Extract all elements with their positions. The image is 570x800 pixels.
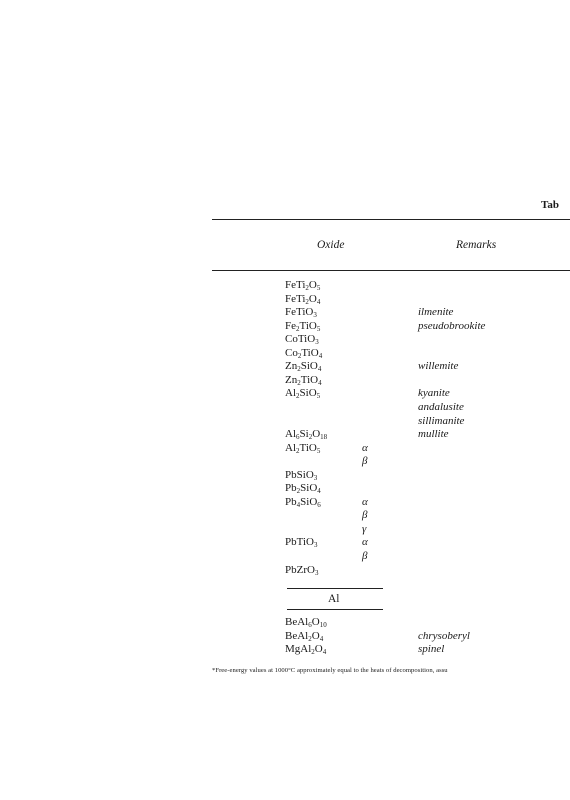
formula-element: Ti xyxy=(299,319,309,332)
oxide-formula xyxy=(285,293,320,305)
formula-element: Al xyxy=(285,387,296,400)
formula-element: Zr xyxy=(296,563,308,576)
formula-element: Be xyxy=(285,616,298,628)
remarks-column-header: Remarks xyxy=(456,239,497,251)
formula-subscript: 2 xyxy=(311,648,315,656)
formula-element: O xyxy=(305,468,314,481)
formula-element: Zn xyxy=(285,373,298,386)
oxide-formula xyxy=(285,469,317,481)
formula-element: Ti xyxy=(299,441,309,454)
formula-element: O xyxy=(307,333,316,346)
formula-element: O xyxy=(309,360,318,373)
mineral-remark: spinel xyxy=(418,643,445,655)
formula-subscript: 5 xyxy=(316,392,321,401)
table-header-rule xyxy=(212,270,570,271)
formula-element: Pb xyxy=(285,495,297,508)
oxide-formula xyxy=(285,320,320,332)
oxide-formula xyxy=(285,564,318,576)
formula-element: O xyxy=(308,441,317,454)
formula-element: Be xyxy=(285,629,298,642)
oxide-formula xyxy=(285,616,327,628)
formula-subscript: 5 xyxy=(316,324,321,333)
formula-subscript: 2 xyxy=(296,487,301,496)
formula-element: Si xyxy=(300,482,310,495)
formula-element: Pb xyxy=(285,563,297,576)
phase-label: β xyxy=(362,550,368,562)
formula-subscript: 3 xyxy=(315,338,319,347)
formula-element: O xyxy=(308,279,317,291)
formula-element: O xyxy=(305,306,314,319)
oxide-formula xyxy=(285,374,322,386)
phase-label: β xyxy=(362,509,368,522)
phase-label: β xyxy=(362,455,368,468)
formula-subscript: 2 xyxy=(297,365,301,374)
formula-element: O xyxy=(309,482,318,495)
al-section-bottom-rule xyxy=(287,609,383,610)
formula-element: Pb xyxy=(285,482,297,495)
formula-element: O xyxy=(308,319,317,332)
oxide-formula xyxy=(285,387,320,399)
formula-element: Si xyxy=(300,495,310,508)
phase-label: γ xyxy=(362,522,367,535)
formula-subscript: 6 xyxy=(296,433,300,442)
formula-element: Si xyxy=(296,468,306,481)
formula-element: Si xyxy=(299,428,309,441)
formula-element: O xyxy=(310,346,319,359)
formula-subscript: 6 xyxy=(308,621,312,629)
formula-subscript: 3 xyxy=(313,311,317,320)
formula-subscript: 3 xyxy=(313,473,318,482)
oxide-formula xyxy=(285,279,320,291)
formula-subscript: 5 xyxy=(316,446,321,455)
mineral-remark: andalusite xyxy=(418,400,464,413)
table-footnote: *Free-energy values at 1000°C approximately equal to the heats of decomposition, assu xyxy=(212,667,448,674)
formula-subscript: 4 xyxy=(296,500,301,509)
formula-element: Pb xyxy=(285,536,297,549)
oxide-formula xyxy=(285,496,321,508)
formula-element: Pb xyxy=(285,468,297,481)
formula-element: Al xyxy=(297,616,309,628)
oxide-formula xyxy=(285,482,321,494)
al-section-top-rule xyxy=(287,588,383,589)
formula-element: Al xyxy=(300,643,312,655)
formula-subscript: 5 xyxy=(316,284,321,292)
oxide-formula xyxy=(285,306,317,318)
formula-element: Fe xyxy=(285,279,296,291)
oxide-formula xyxy=(285,630,323,642)
mineral-remark: sillimanite xyxy=(418,414,465,427)
formula-subscript: 2 xyxy=(308,634,312,643)
formula-subscript: 3 xyxy=(313,541,318,550)
phase-label: α xyxy=(362,495,368,508)
formula-subscript: 10 xyxy=(319,621,327,629)
mineral-remark: chrysoberyl xyxy=(418,629,470,642)
formula-element: O xyxy=(312,428,321,441)
formula-element: Si xyxy=(300,360,310,373)
formula-element: O xyxy=(306,536,314,549)
formula-element: Ti xyxy=(296,292,306,305)
formula-subscript: 4 xyxy=(322,648,327,656)
formula-element: Ti xyxy=(301,346,311,359)
formula-element: Co xyxy=(285,333,298,346)
formula-element: O xyxy=(309,495,318,508)
formula-subscript: 4 xyxy=(316,297,321,306)
formula-subscript: 3 xyxy=(314,568,319,577)
phase-label: α xyxy=(362,536,368,549)
formula-subscript: 2 xyxy=(296,324,300,333)
formula-element: O xyxy=(308,292,317,305)
formula-element: Ti xyxy=(297,333,308,346)
formula-element: Al xyxy=(285,441,296,454)
formula-subscript: 18 xyxy=(320,433,328,442)
formula-subscript: 2 xyxy=(297,351,302,360)
formula-subscript: 2 xyxy=(296,446,300,455)
al-section-label: Al xyxy=(328,593,340,605)
formula-element: Ti xyxy=(296,279,306,291)
table-top-rule xyxy=(212,219,570,220)
mineral-remark: mullite xyxy=(418,428,449,441)
formula-element: Al xyxy=(285,428,296,441)
oxide-formula xyxy=(285,428,327,440)
formula-element: Fe xyxy=(285,306,296,319)
formula-element: Zn xyxy=(285,360,298,373)
mineral-remark: ilmenite xyxy=(418,306,454,319)
formula-subscript: 2 xyxy=(308,433,313,442)
formula-element: Mg xyxy=(285,643,301,655)
phase-label: α xyxy=(362,441,368,454)
formula-subscript: 2 xyxy=(305,284,309,292)
formula-element: Ti xyxy=(296,306,306,319)
mineral-remark: pseudobrookite xyxy=(418,319,486,332)
formula-element: Fe xyxy=(285,292,296,305)
oxide-column-header: Oxide xyxy=(317,239,345,251)
oxide-formula xyxy=(285,360,321,372)
formula-element: O xyxy=(314,643,323,655)
mineral-remark: willemite xyxy=(418,360,459,373)
formula-subscript: 2 xyxy=(297,378,301,387)
formula-subscript: 4 xyxy=(318,351,323,360)
formula-subscript: 4 xyxy=(317,365,322,374)
formula-element: O xyxy=(311,629,320,642)
table-label: Tab xyxy=(541,199,559,211)
formula-subscript: 4 xyxy=(317,487,321,496)
formula-element: O xyxy=(311,616,320,628)
formula-element: Si xyxy=(299,387,309,400)
oxide-formula xyxy=(285,347,322,359)
formula-element: Ti xyxy=(296,536,307,549)
formula-subscript: 6 xyxy=(317,500,321,509)
oxide-formula xyxy=(285,442,320,454)
oxide-formula xyxy=(285,536,317,548)
mineral-remark: kyanite xyxy=(418,387,450,400)
formula-element: Co xyxy=(285,346,298,359)
formula-element: O xyxy=(308,387,317,400)
oxide-formula xyxy=(285,643,326,655)
formula-subscript: 2 xyxy=(296,392,300,401)
formula-subscript: 4 xyxy=(318,378,322,387)
formula-element: Ti xyxy=(300,373,311,386)
formula-element: Fe xyxy=(285,319,296,332)
oxide-formula xyxy=(285,333,319,345)
formula-subscript: 4 xyxy=(319,634,324,643)
formula-element: O xyxy=(307,563,315,576)
formula-subscript: 2 xyxy=(305,297,309,306)
formula-element: Al xyxy=(297,629,309,642)
formula-element: O xyxy=(310,373,319,386)
